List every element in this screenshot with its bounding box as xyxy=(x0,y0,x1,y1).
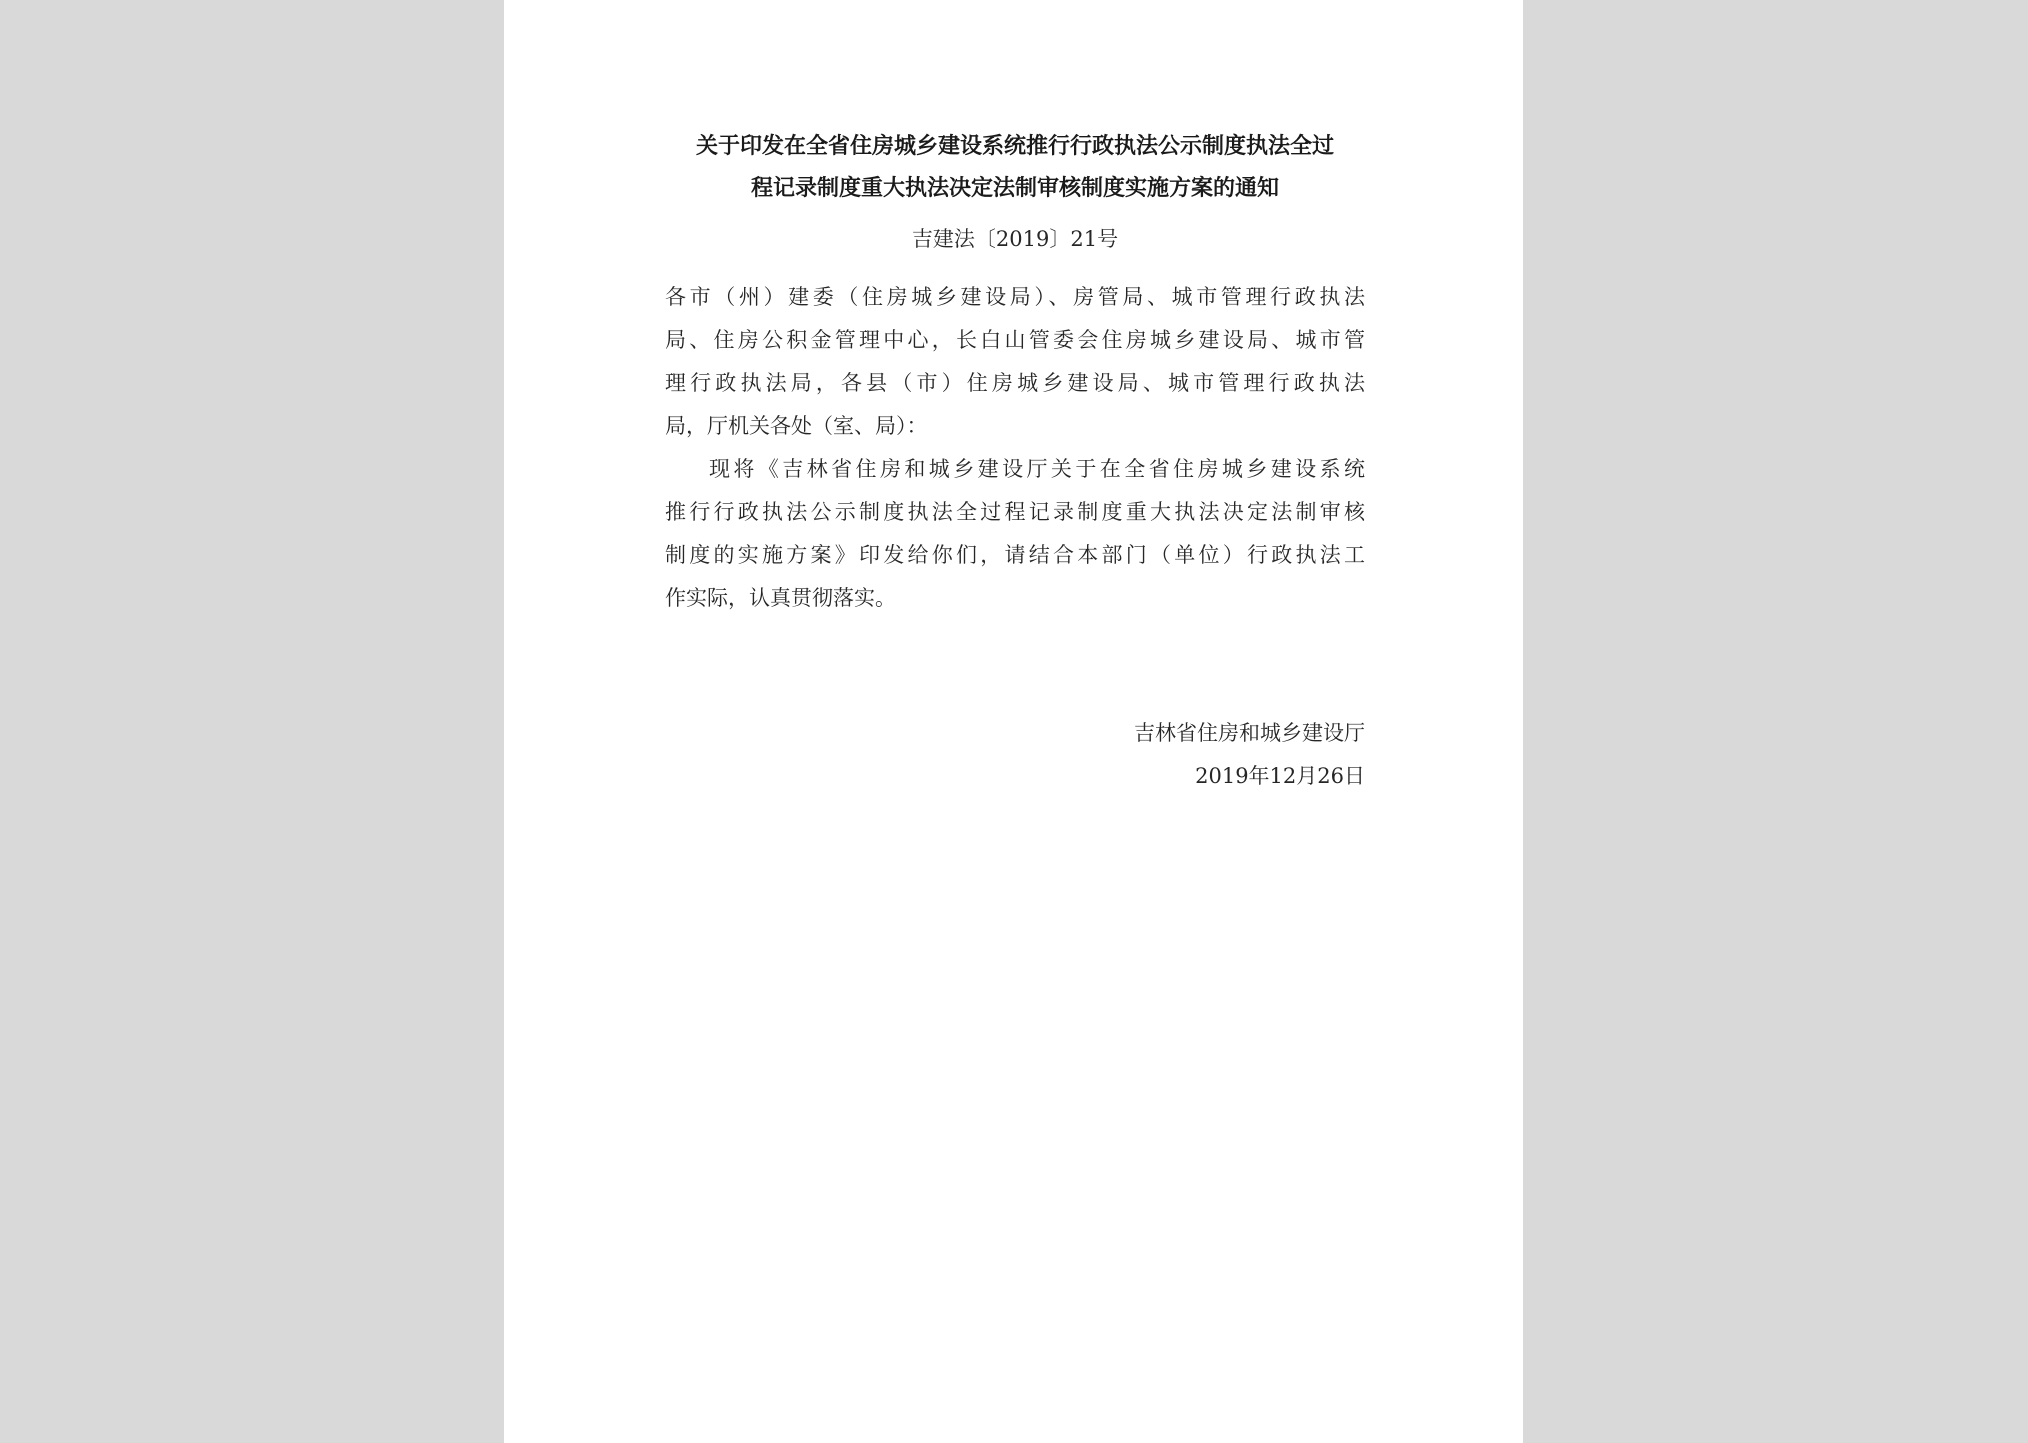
title-line-2: 程记录制度重大执法决定法制审核制度实施方案的通知 xyxy=(750,176,1279,201)
page-content xyxy=(665,126,1365,798)
title-line-1: 关于印发在全省住房城乡建设系统推行行政执法公示制度执法全过 xyxy=(695,134,1334,159)
document-page xyxy=(504,0,1523,1443)
document-body xyxy=(665,276,1365,620)
body-line-3: 制度的实施方案》印发给你们，请结合本部门（单位）行政执法工 xyxy=(665,543,1365,567)
body-line-4: 作实际，认真贯彻落实。 xyxy=(665,586,896,610)
document-title xyxy=(665,126,1365,210)
addressee-line-1: 各市（州）建委（住房城乡建设局）、房管局、城市管理行政执法 xyxy=(665,285,1365,309)
body-line-2: 推行行政执法公示制度执法全过程记录制度重大执法决定法制审核 xyxy=(665,500,1365,524)
addressee-line-2: 局、住房公积金管理中心，长白山管委会住房城乡建设局、城市管 xyxy=(665,328,1365,352)
addressee-line-4: 局，厅机关各处（室、局）： xyxy=(665,414,928,438)
signature-block xyxy=(665,712,1365,798)
issue-date: 2019年12月26日 xyxy=(1195,764,1365,788)
body-line-1: 现将《吉林省住房和城乡建设厅关于在全省住房城乡建设系统 xyxy=(709,457,1365,481)
document-number: 吉建法〔2019〕21号 xyxy=(911,227,1119,251)
issuer-name: 吉林省住房和城乡建设厅 xyxy=(1134,721,1365,745)
addressee-line-3: 理行政执法局，各县（市）住房城乡建设局、城市管理行政执法 xyxy=(665,371,1365,395)
